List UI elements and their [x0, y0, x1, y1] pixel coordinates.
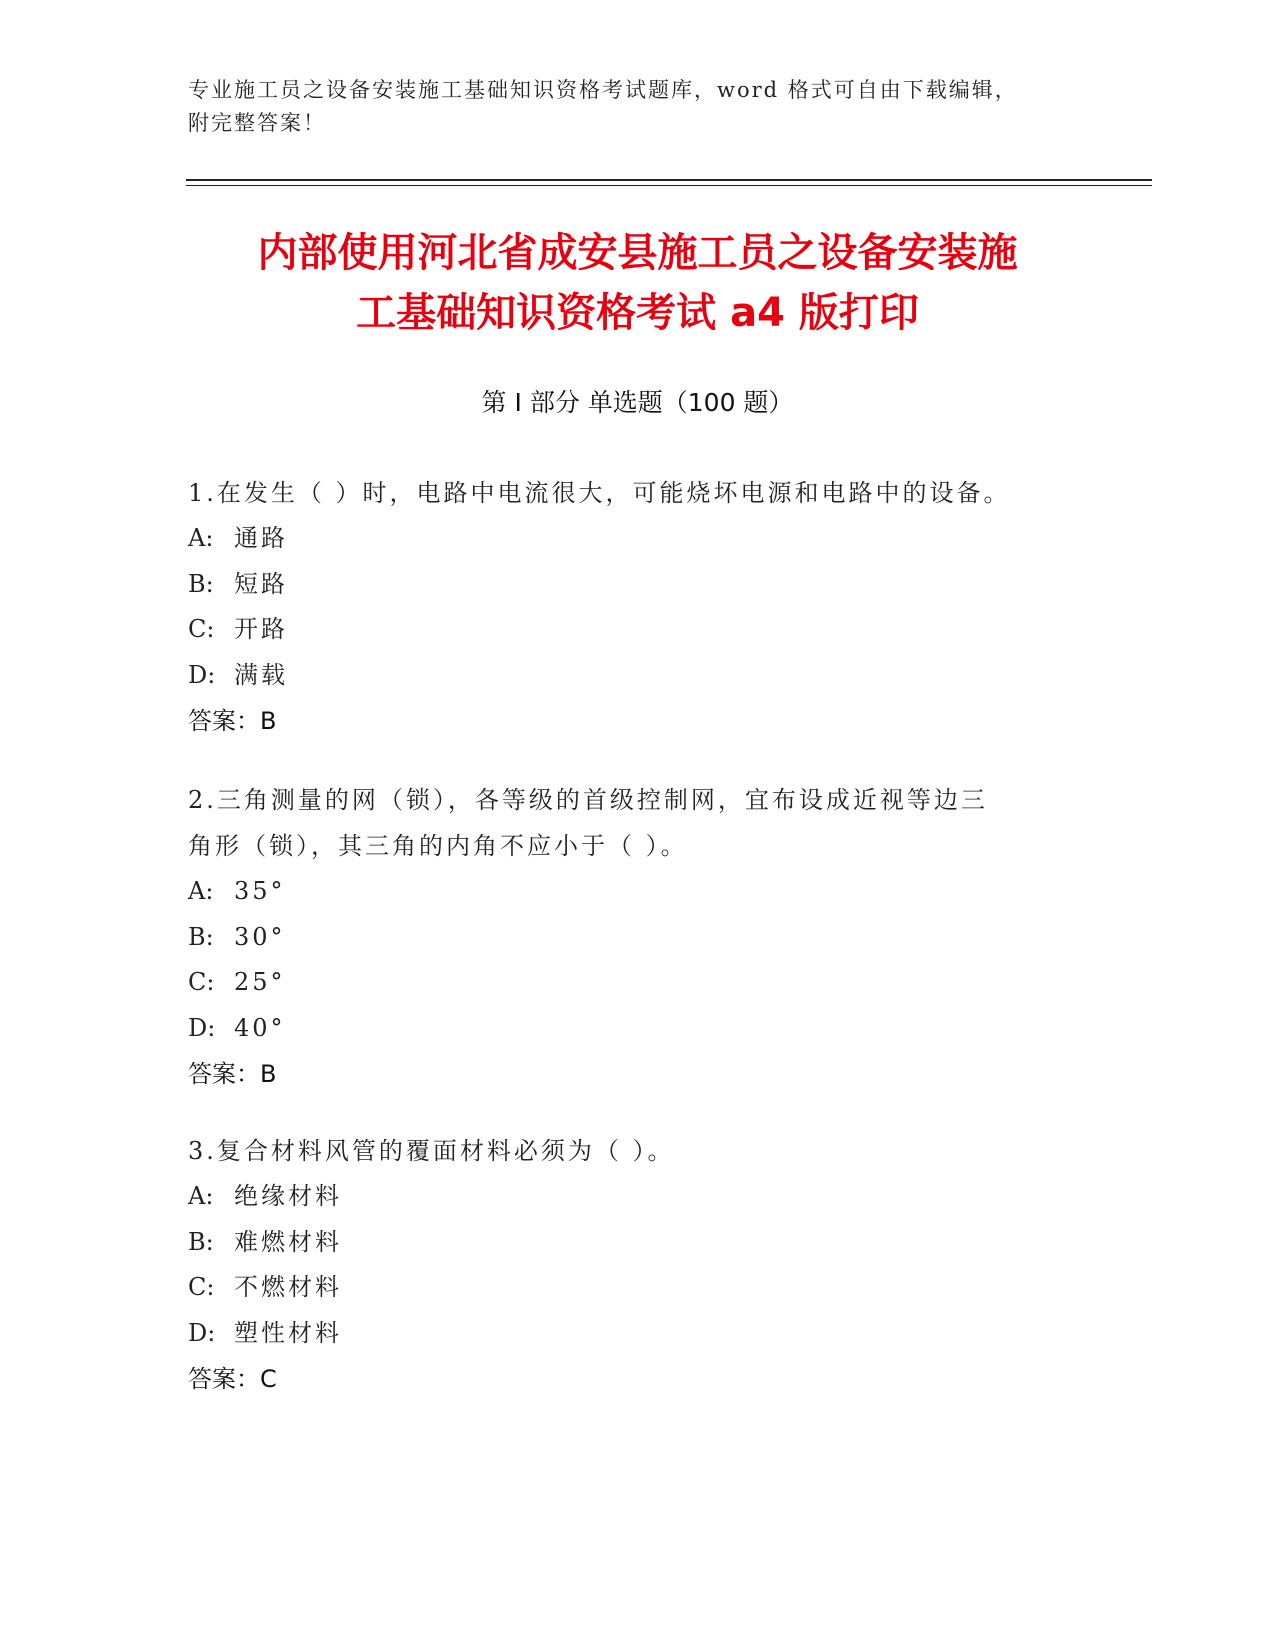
option-letter: B:: [188, 569, 214, 598]
option-letter: A:: [188, 524, 214, 552]
option-letter: A:: [188, 1182, 214, 1210]
option-b: [188, 1220, 1068, 1266]
answer-line: 答案：B: [188, 707, 277, 735]
option-c: [188, 607, 1068, 653]
option-text: 35°: [234, 877, 286, 905]
section-heading: 第 I 部分 单选题（100 题）: [481, 388, 794, 417]
option-text: 25°: [234, 968, 286, 996]
option-text: 绝缘材料: [234, 1182, 342, 1210]
question-stem-line: 角形（锁），其三角的内角不应小于（ ）。: [188, 832, 688, 860]
document-title: [150, 223, 1125, 343]
option-text: 满载: [234, 660, 288, 689]
header-note-line-2: 附完整答案！: [188, 111, 326, 135]
question-2: [188, 777, 1068, 1097]
header-divider-thin: [186, 185, 1152, 186]
option-letter: C:: [188, 968, 215, 996]
question-3: [188, 1128, 1068, 1402]
question-1: [188, 470, 1068, 744]
option-d: [188, 653, 1068, 699]
option-text: 40°: [234, 1013, 286, 1042]
document-title-line-1: 内部使用河北省成安县施工员之设备安装施: [257, 230, 1018, 276]
answer-line: 答案：C: [188, 1365, 277, 1393]
question-stem-line: 2.三角测量的网（锁），各等级的首级控制网，宜布设成近视等边三: [188, 786, 988, 814]
option-letter: A:: [188, 877, 214, 905]
option-c: [188, 960, 1068, 1006]
option-text: 难燃材料: [234, 1227, 342, 1256]
option-a: [188, 516, 1068, 562]
option-c: [188, 1265, 1068, 1311]
header-note-line-1: 专业施工员之设备安装施工基础知识资格考试题库，word 格式可自由下载编辑，: [188, 78, 1018, 102]
option-text: 短路: [234, 569, 288, 598]
question-stem-line: 3.复合材料风管的覆面材料必须为（ ）。: [188, 1137, 675, 1165]
header-note: [188, 74, 1068, 140]
option-letter: B:: [188, 1227, 214, 1256]
option-letter: C:: [188, 1273, 215, 1301]
option-b: [188, 915, 1068, 961]
option-b: [188, 562, 1068, 608]
document-title-line-2: 工基础知识资格考试 a4 版打印: [356, 290, 919, 336]
header-divider-thick: [186, 179, 1152, 181]
option-text: 不燃材料: [234, 1273, 342, 1301]
option-a: [188, 869, 1068, 915]
option-letter: D:: [188, 1318, 216, 1347]
question-stem-line: 1.在发生（ ）时，电路中电流很大，可能烧坏电源和电路中的设备。: [188, 479, 1011, 507]
option-letter: C:: [188, 615, 215, 643]
option-letter: D:: [188, 1013, 216, 1042]
option-letter: D:: [188, 660, 216, 689]
option-d: [188, 1006, 1068, 1052]
option-d: [188, 1311, 1068, 1357]
option-text: 30°: [234, 922, 286, 951]
option-letter: B:: [188, 922, 214, 951]
option-text: 开路: [234, 615, 288, 643]
option-a: [188, 1174, 1068, 1220]
answer-line: 答案：B: [188, 1060, 277, 1088]
option-text: 通路: [234, 524, 288, 552]
option-text: 塑性材料: [234, 1318, 342, 1347]
